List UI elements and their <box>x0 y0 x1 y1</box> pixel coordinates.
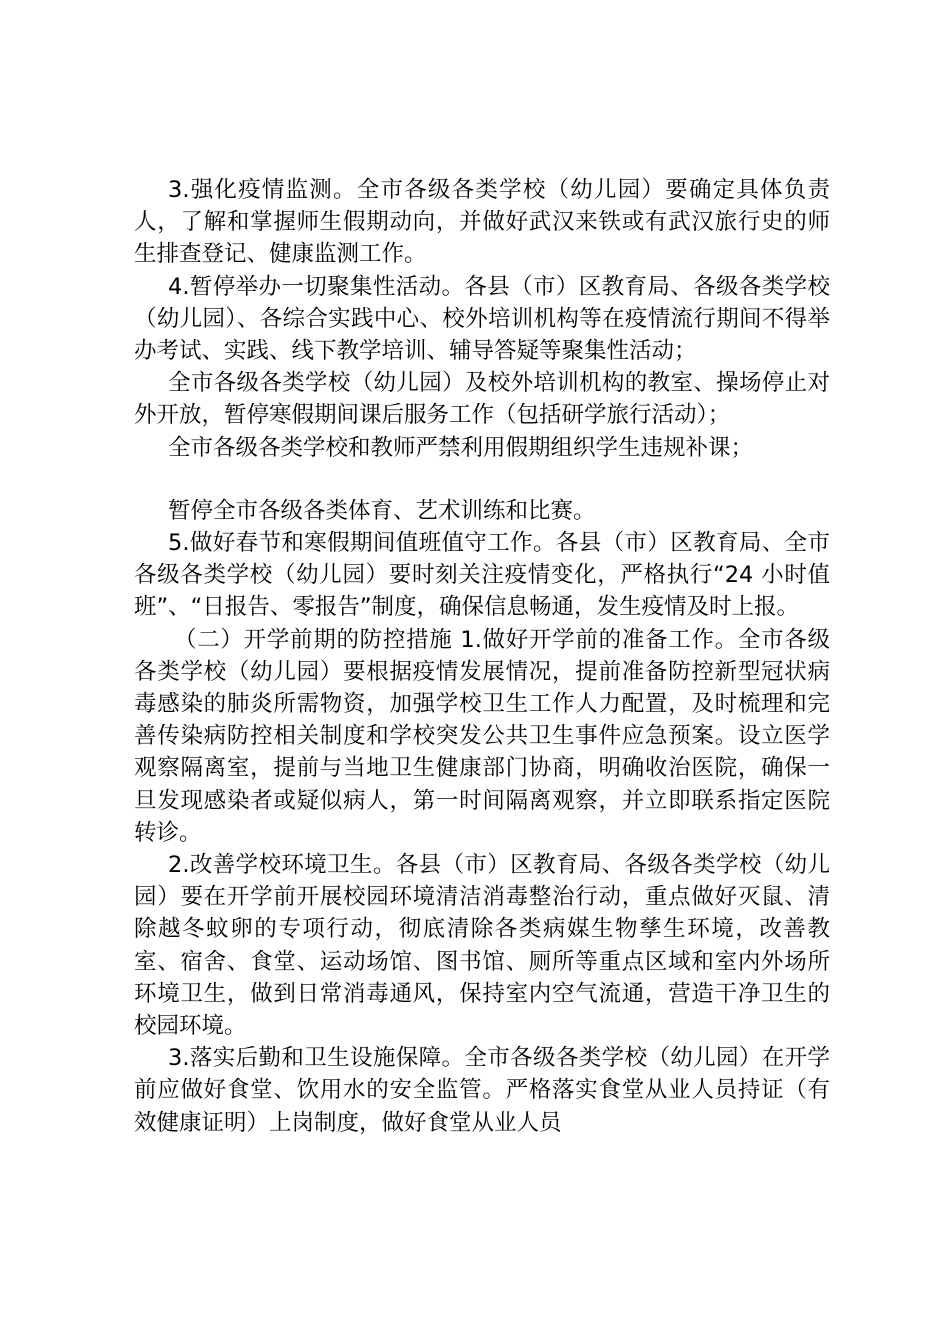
paragraph-logistics: 3.落实后勤和卫生设施保障。全市各级各类学校（幼儿园）在开学前应做好食堂、饮用水的安全监管。严格落实食堂从业人员持证（有效健康证明）上岗制度，做好食堂从业人员 <box>134 1045 830 1136</box>
paragraph-environment-hygiene: 2.改善学校环境卫生。各县（市）区教育局、各级各类学校（幼儿园）要在开学前开展校园环境清洁消毒整治行动，重点做好灭鼠、清除越冬蚊卵的专项行动，彻底清除各类病媒生物孳生环境，改善教室、宿舍、食堂、运动场馆、图书馆、厕所等重点区域和室内外场所环境卫生，做到日常消毒通风，保持室内空气流通，营造干净卫生的校园环境。 <box>134 852 830 1040</box>
document-body <box>134 174 830 1139</box>
paragraph-suspend-gatherings: 4.暂停举办一切聚集性活动。各县（市）区教育局、各级各类学校（幼儿园）、各综合实践中心、校外培训机构等在疫情流行期间不得举办考试、实践、线下教学培训、辅导答疑等聚集性活动； <box>134 273 830 365</box>
paragraph-suspend-training: 暂停全市各级各类体育、艺术训练和比赛。 <box>168 497 596 524</box>
paragraph-monitoring: 3.强化疫情监测。全市各级各类学校（幼儿园）要确定具体负责人，了解和掌握师生假期动向，并做好武汉来铁或有武汉旅行史的师生排查登记、健康监测工作。 <box>134 177 830 268</box>
paragraph-pre-semester-measures: （二）开学前期的防控措施 1.做好开学前的准备工作。全市各级各类学校（幼儿园）要根据疫情发展情况，提前准备防控新型冠状病毒感染的肺炎所需物资，加强学校卫生工作人力配置，及时梳理和完善传染病防控相关制度和学校突发公共卫生事件应急预案。设立医学观察隔离室，提前与当地卫生健康部门协商，明确收治医院，确保一旦发现感染者或疑似病人，第一时间隔离观察，并立即联系指定医院转诊。 <box>134 626 830 846</box>
paragraph-duty-shifts: 5.做好春节和寒假期间值班值守工作。各县（市）区教育局、全市各级各类学校（幼儿园）要时刻关注疫情变化，严格执行“24 小时值班”、“日报告、零报告”制度，确保信息畅通，发生疫情及时上报。 <box>134 530 830 621</box>
paragraph-close-facilities: 全市各级各类学校（幼儿园）及校外培训机构的教室、操场停止对外开放，暂停寒假期间课后服务工作（包括研学旅行活动）； <box>134 370 830 429</box>
paragraph-no-extra-classes: 全市各级各类学校和教师严禁利用假期组织学生违规补课； <box>168 434 754 461</box>
